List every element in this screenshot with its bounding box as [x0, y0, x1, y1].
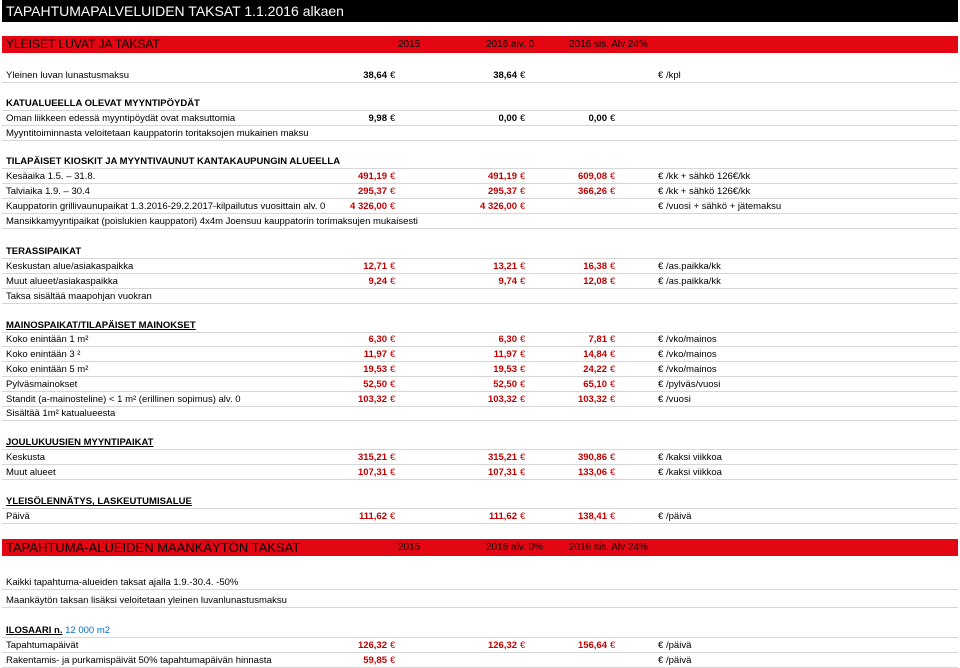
- section-header-row: [2, 624, 958, 638]
- section-header: [6, 624, 110, 638]
- table-row: [2, 185, 958, 199]
- euro-sign: €: [520, 186, 526, 197]
- euro-sign: €: [520, 201, 526, 212]
- table-row: [2, 393, 958, 407]
- value-alv0: 52,50: [493, 379, 517, 390]
- table-row: [2, 654, 958, 668]
- euro-sign: €: [390, 655, 396, 666]
- table-row: [2, 127, 958, 141]
- euro-sign: €: [658, 349, 664, 360]
- table-row: [2, 576, 958, 590]
- value-alv0: 0,00: [498, 113, 517, 124]
- section-header-row: [2, 436, 958, 450]
- euro-sign: €: [610, 349, 616, 360]
- value-2015: 9,24: [368, 276, 387, 287]
- row-label: Rakentamis- ja purkamispäivät 50% tapahtumapäivän hinnasta: [6, 655, 272, 666]
- value-alv24: 156,64: [577, 640, 607, 651]
- section-band-general: [2, 36, 958, 53]
- section-header: TERASSIPAIKAT: [6, 246, 82, 257]
- value-2015: 19,53: [363, 364, 387, 375]
- value-alv0: 19,53: [493, 364, 517, 375]
- euro-sign: €: [658, 394, 664, 405]
- euro-sign: €: [610, 452, 616, 463]
- euro-sign: €: [520, 113, 526, 124]
- table-row: [2, 510, 958, 524]
- euro-sign: €: [520, 467, 526, 478]
- table-row: [2, 260, 958, 274]
- euro-sign: €: [390, 511, 396, 522]
- euro-sign: €: [390, 261, 396, 272]
- value-alv24: 366,26: [577, 186, 607, 197]
- section-title: YLEISET LUVAT JA TAKSAT: [6, 37, 160, 51]
- row-label: Taksa sisältää maapohjan vuokran: [6, 291, 152, 302]
- value-alv24: 0,00: [588, 113, 607, 124]
- euro-sign: €: [390, 349, 396, 360]
- section-header-row: [2, 319, 958, 333]
- euro-sign: €: [658, 334, 664, 345]
- table-row: [2, 170, 958, 184]
- table-row: [2, 639, 958, 653]
- euro-sign: €: [610, 261, 616, 272]
- section-header-row: [2, 97, 958, 111]
- section-header: JOULUKUUSIEN MYYNTIPAIKAT: [6, 437, 154, 448]
- section-header-row: [2, 245, 958, 259]
- unit: /vuosi + sähkö + jätemaksu: [666, 201, 782, 212]
- euro-sign: €: [390, 113, 396, 124]
- table-row: [2, 215, 958, 229]
- value-alv0: 111,62: [488, 511, 517, 522]
- unit: /päivä: [666, 640, 692, 651]
- euro-sign: €: [658, 364, 664, 375]
- col-header-2015: 2015: [398, 39, 421, 50]
- euro-sign: €: [658, 276, 664, 287]
- value-2015: 38,64: [363, 70, 387, 81]
- euro-sign: €: [520, 349, 526, 360]
- row-label: Koko enintään 5 m²: [6, 364, 89, 375]
- value-alv0: 107,31: [487, 467, 517, 478]
- page-title: TAPAHTUMAPALVELUIDEN TAKSAT 1.1.2016 alkaen: [2, 0, 958, 22]
- row-label: Kauppatorin grillivaunupaikat 1.3.2016-29.2.2017-kilpailutus vuosittain alv. 0: [6, 201, 326, 212]
- euro-sign: €: [610, 186, 616, 197]
- value-alv0: 315,21: [487, 452, 517, 463]
- section-header-row: [2, 495, 958, 509]
- section-header-row: [2, 155, 958, 169]
- euro-sign: €: [520, 511, 526, 522]
- unit: /päivä: [666, 511, 692, 522]
- table-row: [2, 69, 958, 83]
- row-label: Yleinen luvan lunastusmaksu: [6, 70, 130, 81]
- euro-sign: €: [658, 467, 664, 478]
- value-alv0: 126,32: [487, 640, 517, 651]
- row-label: Keskusta: [6, 452, 46, 463]
- euro-sign: €: [610, 113, 616, 124]
- euro-sign: €: [390, 201, 396, 212]
- section-header: YLEISÖLENNÄTYS, LASKEUTUMISALUE: [6, 496, 192, 507]
- unit: /vko/mainos: [666, 364, 717, 375]
- row-label: Sisältää 1m² katualueesta: [6, 408, 116, 419]
- value-alv24: 65,10: [583, 379, 607, 390]
- table-row: [2, 200, 958, 214]
- row-label: Maankäytön taksan lisäksi veloitetaan yleinen luvanlunastusmaksu: [6, 595, 287, 606]
- row-label: Keskustan alue/asiakaspaikka: [6, 261, 134, 272]
- euro-sign: €: [610, 467, 616, 478]
- value-alv0: 11,97: [493, 349, 517, 360]
- euro-sign: €: [610, 364, 616, 375]
- value-2015: 4 326,00: [350, 201, 387, 212]
- euro-sign: €: [658, 171, 664, 182]
- table-row: [2, 466, 958, 480]
- euro-sign: €: [520, 452, 526, 463]
- euro-sign: €: [520, 261, 526, 272]
- euro-sign: €: [390, 171, 396, 182]
- section-band-event-areas: [2, 539, 958, 556]
- unit: /kaksi viikkoa: [666, 452, 722, 463]
- section-header: MAINOSPAIKAT/TILAPÄISET MAINOKSET: [6, 320, 196, 331]
- value-alv24: 7,81: [588, 334, 607, 345]
- euro-sign: €: [520, 640, 526, 651]
- unit: /kk + sähkö 126€/kk: [666, 171, 751, 182]
- row-label: Standit (a-mainosteline) < 1 m² (erillinen sopimus) alv. 0: [6, 394, 241, 405]
- value-alv0: 13,21: [493, 261, 517, 272]
- euro-sign: €: [520, 379, 526, 390]
- table-row: [2, 348, 958, 362]
- section-header: TILAPÄISET KIOSKIT JA MYYNTIVAUNUT KANTAKAUPUNGIN ALUEELLA: [6, 156, 341, 167]
- euro-sign: €: [390, 452, 396, 463]
- euro-sign: €: [520, 364, 526, 375]
- table-row: [2, 378, 958, 392]
- euro-sign: €: [390, 334, 396, 345]
- value-alv0: 295,37: [487, 186, 517, 197]
- row-label: Kesäaika 1.5. – 31.8.: [6, 171, 96, 182]
- euro-sign: €: [520, 70, 526, 81]
- euro-sign: €: [610, 394, 616, 405]
- euro-sign: €: [658, 452, 664, 463]
- unit: /kpl: [666, 70, 681, 81]
- row-label: Muut alueet/asiakaspaikka: [6, 276, 118, 287]
- euro-sign: €: [610, 511, 616, 522]
- euro-sign: €: [658, 655, 664, 666]
- row-label: Pylväsmainokset: [6, 379, 78, 390]
- row-label: Päivä: [6, 511, 30, 522]
- value-2015: 103,32: [357, 394, 387, 405]
- value-alv24: 12,08: [583, 276, 607, 287]
- value-alv0: 491,19: [487, 171, 517, 182]
- value-2015: 107,31: [357, 467, 387, 478]
- table-row: [2, 112, 958, 126]
- unit: /as.paikka/kk: [666, 261, 721, 272]
- col-header-alv0: 2016 alv. 0: [486, 39, 535, 50]
- value-alv0: 4 326,00: [480, 201, 517, 212]
- table-row: [2, 363, 958, 377]
- col-header-alv24: 2016 sis. Alv 24%: [569, 542, 648, 553]
- row-label: Oman liikkeen edessä myyntipöydät ovat maksuttomia: [6, 113, 236, 124]
- row-label: Tapahtumapäivät: [6, 640, 79, 651]
- value-alv24: 16,38: [583, 261, 607, 272]
- row-label: Koko enintään 1 m²: [6, 334, 89, 345]
- euro-sign: €: [610, 171, 616, 182]
- euro-sign: €: [658, 511, 664, 522]
- euro-sign: €: [520, 171, 526, 182]
- col-header-2015: 2015: [398, 542, 421, 553]
- table-row: [2, 594, 958, 608]
- table-row: [2, 333, 958, 347]
- euro-sign: €: [658, 186, 664, 197]
- euro-sign: €: [658, 640, 664, 651]
- euro-sign: €: [610, 334, 616, 345]
- section-header-label: ILOSAARI n.: [6, 625, 63, 636]
- row-label: Koko enintään 3 ²: [6, 349, 81, 360]
- euro-sign: €: [658, 201, 664, 212]
- unit: /kk + sähkö 126€/kk: [666, 186, 751, 197]
- row-label: Talviaika 1.9. – 30.4: [6, 186, 90, 197]
- col-header-alv24: 2016 sis. Alv 24%: [569, 39, 648, 50]
- euro-sign: €: [610, 276, 616, 287]
- euro-sign: €: [520, 276, 526, 287]
- unit: /pylväs/vuosi: [666, 379, 721, 390]
- value-2015: 12,71: [363, 261, 387, 272]
- euro-sign: €: [658, 70, 664, 81]
- value-2015: 59,85: [363, 655, 387, 666]
- unit: /vko/mainos: [666, 349, 717, 360]
- section-title: TAPAHTUMA-ALUEIDEN MAANKÄYTÖN TAKSAT: [6, 540, 301, 555]
- value-2015: 111,62: [358, 511, 387, 522]
- value-2015: 315,21: [357, 452, 387, 463]
- unit: /as.paikka/kk: [666, 276, 721, 287]
- area-size: 12 000 m2: [65, 625, 111, 636]
- euro-sign: €: [390, 364, 396, 375]
- euro-sign: €: [610, 379, 616, 390]
- row-label: Myyntitoiminnasta veloitetaan kauppatorin toritaksojen mukainen maksu: [6, 128, 309, 139]
- table-row: [2, 290, 958, 304]
- euro-sign: €: [520, 394, 526, 405]
- value-2015: 6,30: [368, 334, 387, 345]
- euro-sign: €: [610, 640, 616, 651]
- table-row: [2, 407, 958, 421]
- value-2015: 126,32: [357, 640, 387, 651]
- section-header: KATUALUEELLA OLEVAT MYYNTIPÖYDÄT: [6, 98, 200, 109]
- value-alv24: 133,06: [577, 467, 607, 478]
- euro-sign: €: [658, 379, 664, 390]
- euro-sign: €: [658, 261, 664, 272]
- euro-sign: €: [390, 379, 396, 390]
- value-alv0: 6,30: [498, 334, 517, 345]
- value-2015: 491,19: [357, 171, 387, 182]
- value-alv24: 609,08: [577, 171, 607, 182]
- row-label: Mansikkamyyntipaikat (poislukien kauppatori) 4x4m Joensuu kauppatorin torimaksujen mukaisesti: [6, 216, 418, 227]
- unit: /vuosi: [666, 394, 691, 405]
- euro-sign: €: [390, 186, 396, 197]
- value-2015: 11,97: [363, 349, 387, 360]
- value-alv0: 103,32: [487, 394, 517, 405]
- euro-sign: €: [390, 394, 396, 405]
- col-header-alv0: 2016 alv. 0%: [486, 542, 544, 553]
- value-alv24: 24,22: [583, 364, 607, 375]
- value-alv24: 390,86: [577, 452, 607, 463]
- row-label: Kaikki tapahtuma-alueiden taksat ajalla 1.9.-30.4. -50%: [6, 577, 239, 588]
- value-2015: 52,50: [363, 379, 387, 390]
- row-label: Muut alueet: [6, 467, 56, 478]
- value-alv0: 9,74: [498, 276, 517, 287]
- table-row: [2, 451, 958, 465]
- euro-sign: €: [390, 640, 396, 651]
- value-alv24: 14,84: [583, 349, 607, 360]
- value-alv24: 138,41: [577, 511, 607, 522]
- value-alv24: 103,32: [577, 394, 607, 405]
- unit: /päivä: [666, 655, 692, 666]
- euro-sign: €: [390, 467, 396, 478]
- value-2015: 295,37: [357, 186, 387, 197]
- euro-sign: €: [520, 334, 526, 345]
- euro-sign: €: [390, 70, 396, 81]
- value-2015: 9,98: [368, 113, 387, 124]
- value-alv0: 38,64: [493, 70, 517, 81]
- unit: /kaksi viikkoa: [666, 467, 722, 478]
- euro-sign: €: [390, 276, 396, 287]
- table-row: [2, 275, 958, 289]
- unit: /vko/mainos: [666, 334, 717, 345]
